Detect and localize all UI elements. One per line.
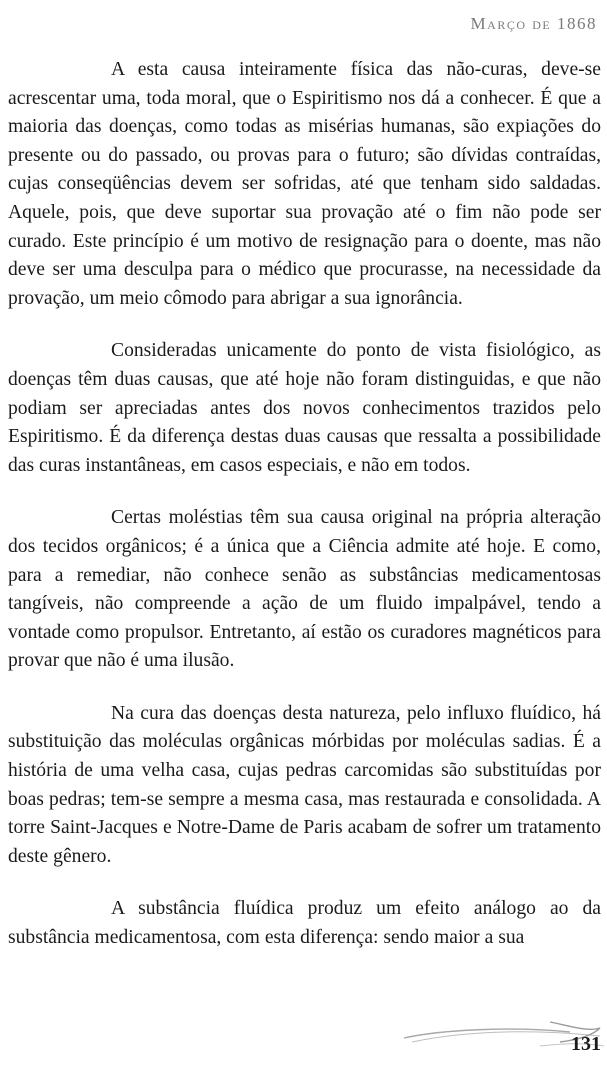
paragraph: A substância fluídica produz um efeito análogo ao da substância medicamentosa, com esta diferença: sendo maior a sua <box>8 898 601 949</box>
body-text <box>8 56 601 953</box>
running-header: Março de 1868 <box>470 14 597 33</box>
paragraph: Certas moléstias têm sua causa original na própria alteração dos tecidos orgânicos; é a única que a Ciência admite até hoje. E como, para a remediar, não conhece senão as substâncias medicamentosas tangíveis, não compreende a ação de um fluido impalpável, tendo a vontade como propulsor. Entretanto, aí estão os curadores magnéticos para provar que não é uma ilusão. <box>8 507 601 672</box>
page-number: 131 <box>571 1033 601 1055</box>
paragraph: Na cura das doenças desta natureza, pelo influxo fluídico, há substituição das moléculas orgânicas mórbidas por moléculas sadias. É a história de uma velha casa, cujas pedras carcomidas são substituídas por boas pedras; tem-se sempre a mesma casa, mas restaurada e consolidada. A torre Saint-Jacques e Notre-Dame de Paris acabam de sofrer um tratamento deste gênero. <box>8 702 601 867</box>
paragraph: A esta causa inteiramente física das não-curas, deve-se acrescentar uma, toda moral, que o Espiritismo nos dá a conhecer. É que a maioria das doenças, como todas as misérias humanas, são expiações do presente ou do passado, ou provas para o futuro; são dívidas contraídas, cujas conseqüências devem ser sofridas, até que tenham sido saldadas. Aquele, pois, que deve suportar sua provação até o fim não pode ser curado. Este princípio é um motivo de resignação para o doente, mas não deve ser uma desculpa para o médico que procurasse, na necessidade da provação, um meio cômodo para abrigar a sua ignorância. <box>8 59 601 309</box>
paragraph: Consideradas unicamente do ponto de vista fisiológico, as doenças têm duas causas, que até hoje não foram distinguidas, e que não podiam ser apreciadas antes dos novos conhecimentos trazidos pelo Espiritismo. É da diferença destas duas causas que ressalta a possibilidade das curas instantâneas, em casos especiais, e não em todos. <box>8 340 601 476</box>
